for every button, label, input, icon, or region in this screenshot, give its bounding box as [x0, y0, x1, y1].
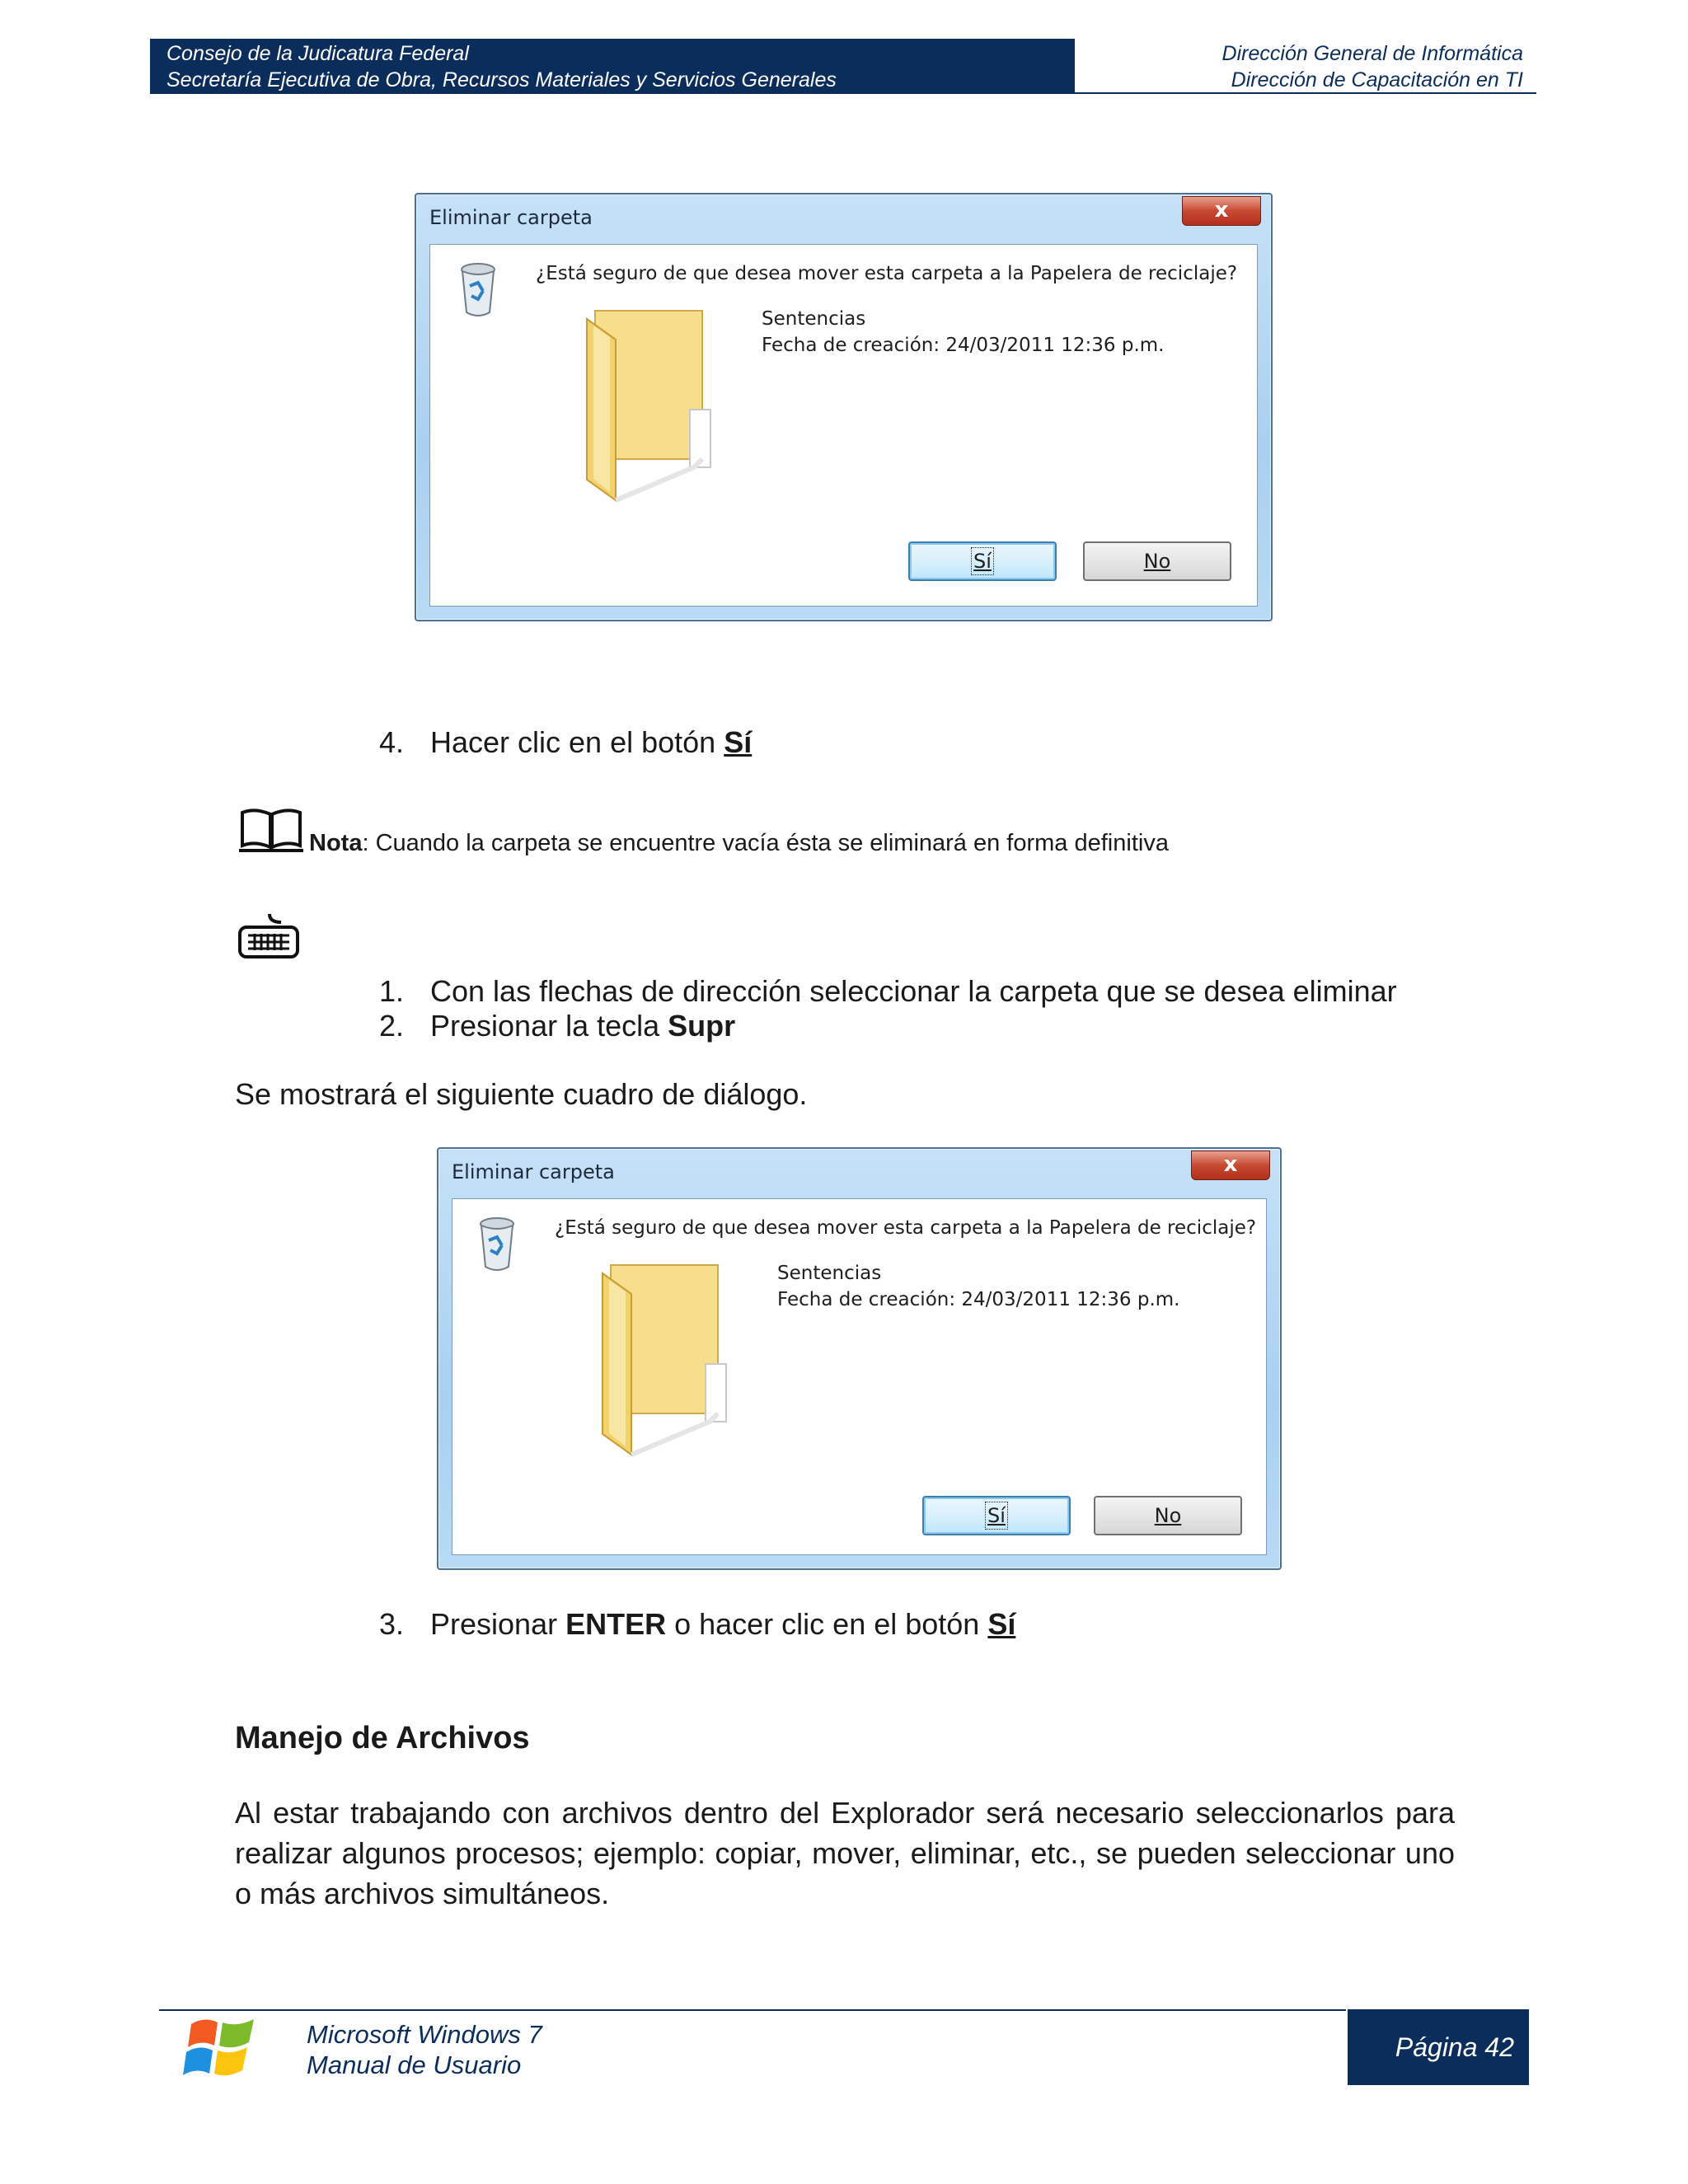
footer-text — [307, 2019, 542, 2080]
keyboard-step-2-text: Presionar la tecla — [430, 1009, 668, 1043]
keyboard-step-2-number: 2. — [378, 1009, 404, 1043]
dialog-intro: Se mostrará el siguiente cuadro de diálogo. — [235, 1077, 808, 1111]
header-divider — [150, 92, 1536, 94]
step-4-text: Hacer clic en el botón — [430, 725, 724, 759]
header-left — [150, 39, 1075, 93]
keyboard-step-1-number: 1. — [378, 974, 404, 1008]
dialog-title: Eliminar carpeta — [452, 1160, 615, 1183]
close-icon: x — [1214, 198, 1229, 223]
folder-name: Sentencias — [762, 308, 866, 330]
yes-button[interactable] — [922, 1496, 1071, 1535]
keyboard-icon — [237, 911, 302, 962]
no-button[interactable] — [1083, 541, 1231, 581]
recycle-bin-icon — [458, 261, 498, 319]
keyboard-step-2-key: Supr — [668, 1009, 736, 1043]
keyboard-step-1 — [371, 974, 1397, 1009]
dialog-close-button[interactable] — [1191, 1151, 1270, 1180]
folder-icon — [529, 302, 727, 517]
folder-name: Sentencias — [777, 1263, 882, 1284]
step-4-number: 4. — [378, 725, 404, 759]
delete-folder-dialog-screenshot — [415, 193, 1273, 621]
note-text: : Cuando la carpeta se encuentre vacía ésta se eliminará en forma definitiva — [362, 830, 1169, 856]
step-3-text: Presionar — [430, 1607, 566, 1641]
no-button-label: No — [1154, 1504, 1182, 1527]
dialog-question: ¿Está seguro de que desea mover esta carpeta a la Papelera de reciclaje? — [555, 1217, 1257, 1239]
step-3-emphasis: Sí — [987, 1607, 1016, 1641]
header-org: Consejo de la Judicatura Federal — [166, 42, 469, 65]
folder-created-date: Fecha de creación: 24/03/2011 12:36 p.m. — [762, 335, 1165, 356]
step-3 — [371, 1607, 1015, 1642]
dialog-question: ¿Está seguro de que desea mover esta carpeta a la Papelera de reciclaje? — [536, 263, 1238, 284]
close-icon: x — [1223, 1152, 1238, 1177]
folder-created-date: Fecha de creación: 24/03/2011 12:36 p.m. — [777, 1289, 1180, 1310]
dialog-body — [429, 244, 1258, 607]
note-label: Nota — [309, 830, 363, 856]
header-secretariat: Secretaría Ejecutiva de Obra, Recursos Materiales y Servicios Generales — [166, 68, 837, 91]
note — [309, 830, 1169, 857]
footer-divider — [159, 2009, 1346, 2011]
dialog-body — [452, 1198, 1267, 1555]
header-right — [1080, 39, 1533, 93]
dialog-close-button[interactable] — [1182, 196, 1261, 226]
section-heading: Manejo de Archivos — [235, 1721, 530, 1755]
delete-folder-dialog-screenshot-2 — [437, 1147, 1282, 1570]
no-button-label: No — [1143, 550, 1171, 573]
keyboard-step-1-text: Con las flechas de dirección seleccionar la carpeta que se desea eliminar — [430, 974, 1397, 1008]
recycle-bin-icon — [477, 1216, 517, 1273]
header-direction: Dirección General de Informática — [1221, 42, 1523, 65]
section-paragraph: Al estar trabajando con archivos dentro del Explorador será necesario seleccionarlos para realizar algunos procesos; ejemplo: copiar, mover, eliminar, etc., se pueden seleccionar uno o más archivos simultáneos. — [235, 1796, 1455, 1910]
dialog-title: Eliminar carpeta — [429, 206, 593, 229]
yes-button-label: Sí — [987, 1504, 1006, 1527]
step-3-number: 3. — [378, 1607, 404, 1641]
yes-button-label: Sí — [973, 550, 992, 573]
no-button[interactable] — [1094, 1496, 1242, 1535]
windows-logo-icon — [183, 2013, 259, 2083]
keyboard-step-2 — [371, 1009, 735, 1043]
book-icon — [237, 806, 305, 855]
step-4-emphasis: Sí — [724, 725, 753, 759]
folder-icon — [545, 1257, 743, 1471]
step-4 — [371, 725, 752, 760]
step-3-key: ENTER — [565, 1607, 667, 1641]
footer-product: Microsoft Windows 7 — [307, 2020, 542, 2049]
step-3-text-2: o hacer clic en el botón — [666, 1607, 988, 1641]
page-number: Página 42 — [1348, 2009, 1529, 2085]
footer-manual: Manual de Usuario — [307, 2050, 522, 2079]
yes-button[interactable] — [908, 541, 1057, 581]
header-training: Dirección de Capacitación en TI — [1231, 68, 1523, 91]
